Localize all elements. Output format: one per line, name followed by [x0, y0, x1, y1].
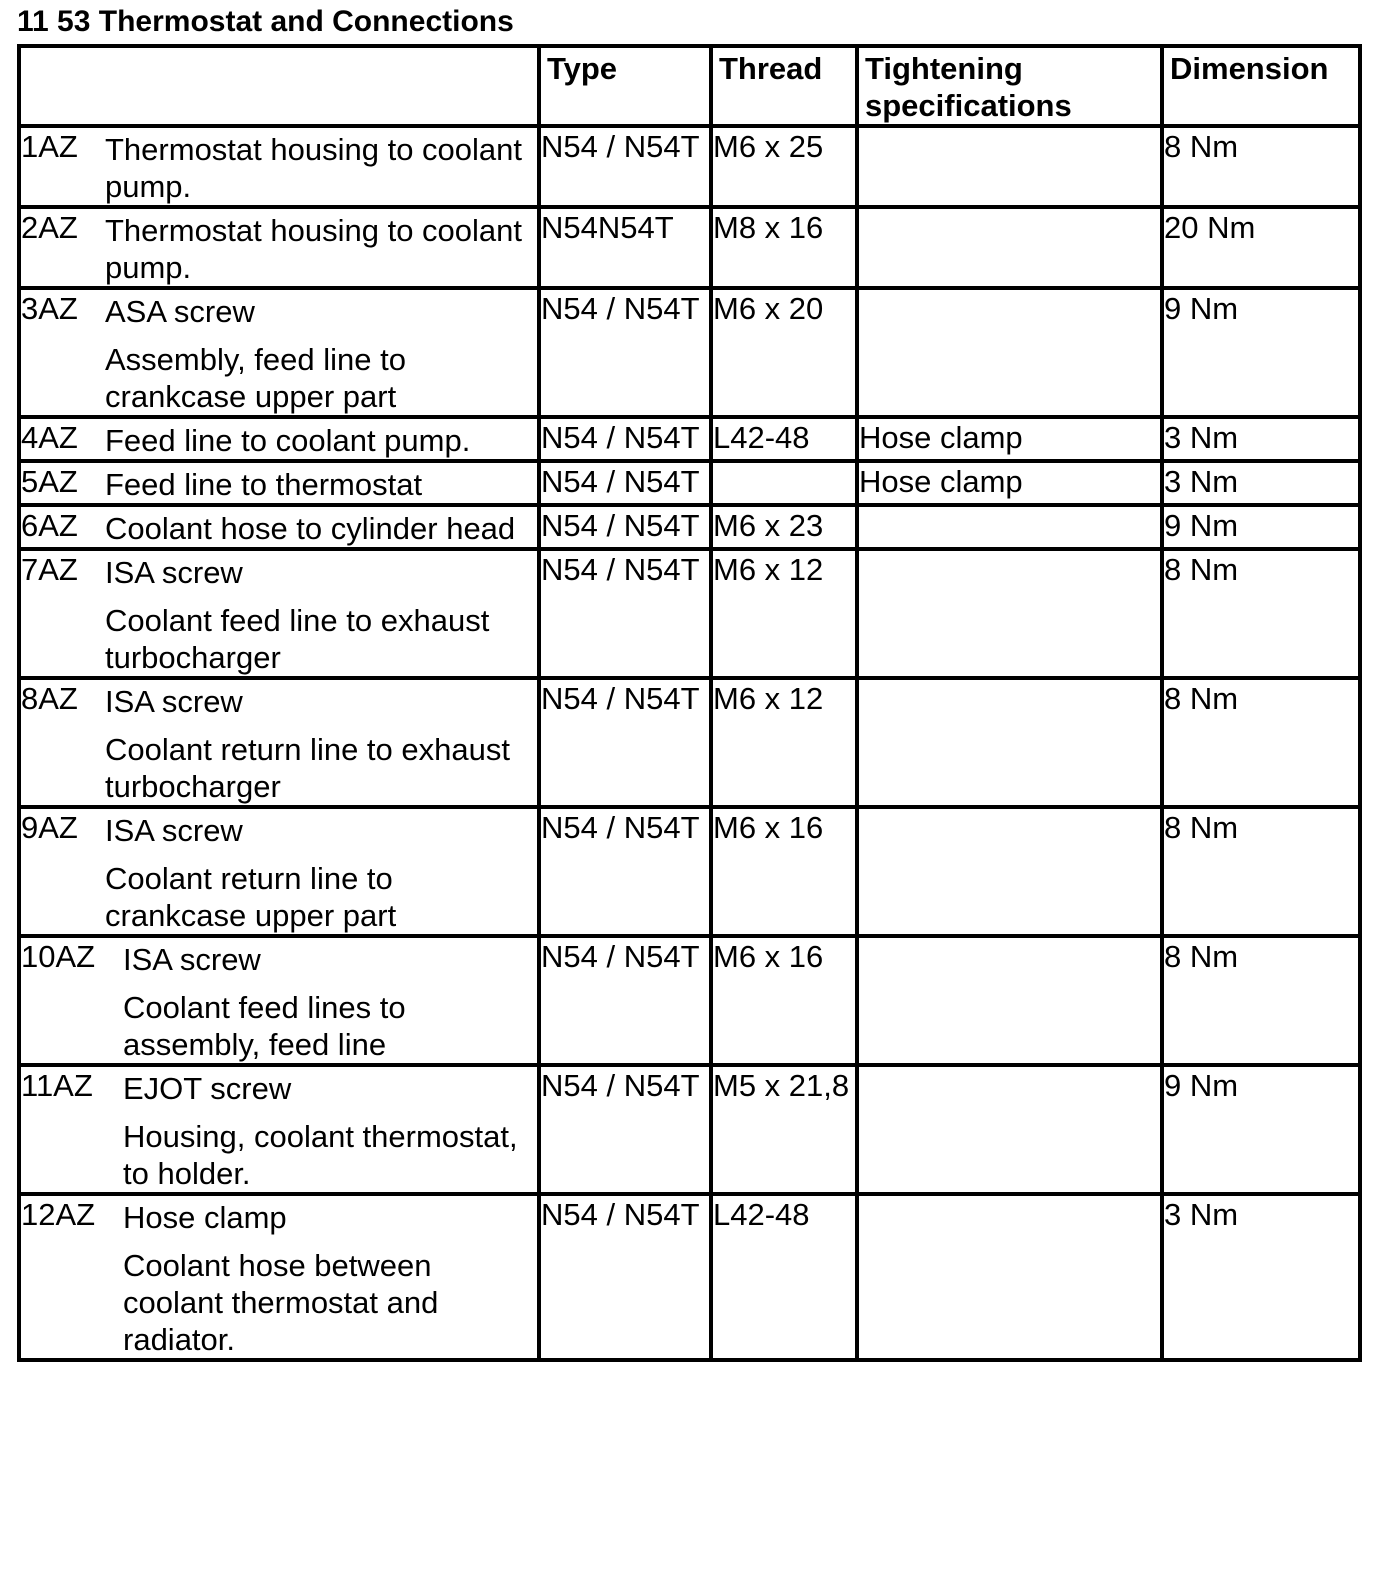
- thread-cell: M6 x 12: [711, 549, 857, 678]
- item-fastener: EJOT screw: [123, 1071, 292, 1106]
- table-row: [19, 505, 1360, 549]
- description-cell: [19, 461, 539, 505]
- description-cell: [19, 505, 539, 549]
- description-cell: [19, 207, 539, 288]
- item-id: 9AZ: [21, 810, 78, 845]
- item-id: 1AZ: [21, 129, 78, 164]
- table-row: [19, 936, 1360, 1065]
- type-cell: N54 / N54T: [539, 126, 711, 207]
- table-row: [19, 461, 1360, 505]
- item-fastener: ISA screw: [105, 813, 243, 848]
- type-cell: N54 / N54T: [539, 461, 711, 505]
- type-cell: N54 / N54T: [539, 807, 711, 936]
- header-type: Type: [539, 46, 711, 126]
- header-tightening-specifications: Tightening specifications: [857, 46, 1162, 126]
- item-description: Assembly, feed line to crankcase upper part: [105, 342, 406, 414]
- document-title: 11 53 Thermostat and Connections: [17, 5, 514, 38]
- type-cell: N54 / N54T: [539, 505, 711, 549]
- thread-cell: M6 x 12: [711, 678, 857, 807]
- dimension-cell: 3 Nm: [1162, 461, 1360, 505]
- dimension-cell: 9 Nm: [1162, 288, 1360, 417]
- tightening-cell: [857, 505, 1162, 549]
- description-cell: [19, 1065, 539, 1194]
- table-row: [19, 207, 1360, 288]
- tightening-cell: [857, 1194, 1162, 1360]
- specification-table: [17, 44, 1362, 1362]
- table-row: [19, 549, 1360, 678]
- description-cell: [19, 1194, 539, 1360]
- table-row: [19, 288, 1360, 417]
- thread-cell: M6 x 20: [711, 288, 857, 417]
- dimension-cell: 3 Nm: [1162, 1194, 1360, 1360]
- dimension-cell: 8 Nm: [1162, 549, 1360, 678]
- tightening-cell: [857, 936, 1162, 1065]
- type-cell: N54 / N54T: [539, 678, 711, 807]
- table-row: [19, 1194, 1360, 1360]
- dimension-cell: 20 Nm: [1162, 207, 1360, 288]
- item-id: 6AZ: [21, 508, 78, 543]
- type-cell: N54 / N54T: [539, 549, 711, 678]
- tightening-cell: [857, 126, 1162, 207]
- tightening-cell: [857, 678, 1162, 807]
- item-description: Housing, coolant thermostat, to holder.: [123, 1119, 518, 1191]
- type-cell: N54 / N54T: [539, 288, 711, 417]
- item-fastener: ISA screw: [105, 684, 243, 719]
- description-cell: [19, 288, 539, 417]
- table-row: [19, 126, 1360, 207]
- item-id: 12AZ: [21, 1197, 96, 1232]
- item-id: 8AZ: [21, 681, 78, 716]
- item-fastener: ISA screw: [105, 555, 243, 590]
- table-header-row: [19, 46, 1360, 126]
- tightening-cell: Hose clamp: [857, 461, 1162, 505]
- item-description: Coolant feed line to exhaust turbocharger: [105, 603, 490, 675]
- item-description: Coolant return line to crankcase upper part: [105, 861, 397, 933]
- thread-cell: [711, 461, 857, 505]
- item-id: 7AZ: [21, 552, 78, 587]
- item-id: 2AZ: [21, 210, 78, 245]
- item-id: 3AZ: [21, 291, 78, 326]
- description-cell: [19, 936, 539, 1065]
- header-description: [19, 46, 539, 126]
- tightening-cell: [857, 807, 1162, 936]
- description-cell: [19, 126, 539, 207]
- item-description: Feed line to thermostat: [105, 467, 423, 502]
- type-cell: N54 / N54T: [539, 936, 711, 1065]
- thread-cell: M6 x 23: [711, 505, 857, 549]
- description-cell: [19, 807, 539, 936]
- dimension-cell: 9 Nm: [1162, 1065, 1360, 1194]
- tightening-cell: [857, 549, 1162, 678]
- thread-cell: M6 x 25: [711, 126, 857, 207]
- description-cell: [19, 678, 539, 807]
- dimension-cell: 8 Nm: [1162, 936, 1360, 1065]
- dimension-cell: 8 Nm: [1162, 678, 1360, 807]
- item-id: 5AZ: [21, 464, 78, 499]
- thread-cell: M6 x 16: [711, 807, 857, 936]
- description-cell: [19, 417, 539, 461]
- dimension-cell: 8 Nm: [1162, 126, 1360, 207]
- tightening-cell: [857, 207, 1162, 288]
- type-cell: N54 / N54T: [539, 1065, 711, 1194]
- table-row: [19, 417, 1360, 461]
- item-fastener: Hose clamp: [123, 1200, 287, 1235]
- table-row: [19, 807, 1360, 936]
- thread-cell: L42-48: [711, 1194, 857, 1360]
- thread-cell: M8 x 16: [711, 207, 857, 288]
- type-cell: N54N54T: [539, 207, 711, 288]
- tightening-cell: [857, 1065, 1162, 1194]
- item-fastener: ISA screw: [123, 942, 261, 977]
- item-id: 11AZ: [21, 1068, 93, 1103]
- type-cell: N54 / N54T: [539, 417, 711, 461]
- header-thread: Thread: [711, 46, 857, 126]
- item-description: Coolant hose between coolant thermostat and radiator.: [123, 1248, 439, 1357]
- item-description: Coolant hose to cylinder head: [105, 511, 516, 546]
- type-cell: N54 / N54T: [539, 1194, 711, 1360]
- item-description: Thermostat housing to coolant pump.: [105, 213, 523, 285]
- tightening-cell: Hose clamp: [857, 417, 1162, 461]
- table-row: [19, 1065, 1360, 1194]
- thread-cell: M5 x 21,8: [711, 1065, 857, 1194]
- description-cell: [19, 549, 539, 678]
- dimension-cell: 3 Nm: [1162, 417, 1360, 461]
- item-id: 4AZ: [21, 420, 78, 455]
- item-description: Feed line to coolant pump.: [105, 423, 471, 458]
- dimension-cell: 8 Nm: [1162, 807, 1360, 936]
- table-row: [19, 678, 1360, 807]
- header-dimension: Dimension: [1162, 46, 1360, 126]
- thread-cell: L42-48: [711, 417, 857, 461]
- dimension-cell: 9 Nm: [1162, 505, 1360, 549]
- thread-cell: M6 x 16: [711, 936, 857, 1065]
- tightening-cell: [857, 288, 1162, 417]
- item-fastener: ASA screw: [105, 294, 255, 329]
- item-description: Coolant return line to exhaust turbocharger: [105, 732, 510, 804]
- item-description: Thermostat housing to coolant pump.: [105, 132, 523, 204]
- item-id: 10AZ: [21, 939, 96, 974]
- item-description: Coolant feed lines to assembly, feed line: [123, 990, 406, 1062]
